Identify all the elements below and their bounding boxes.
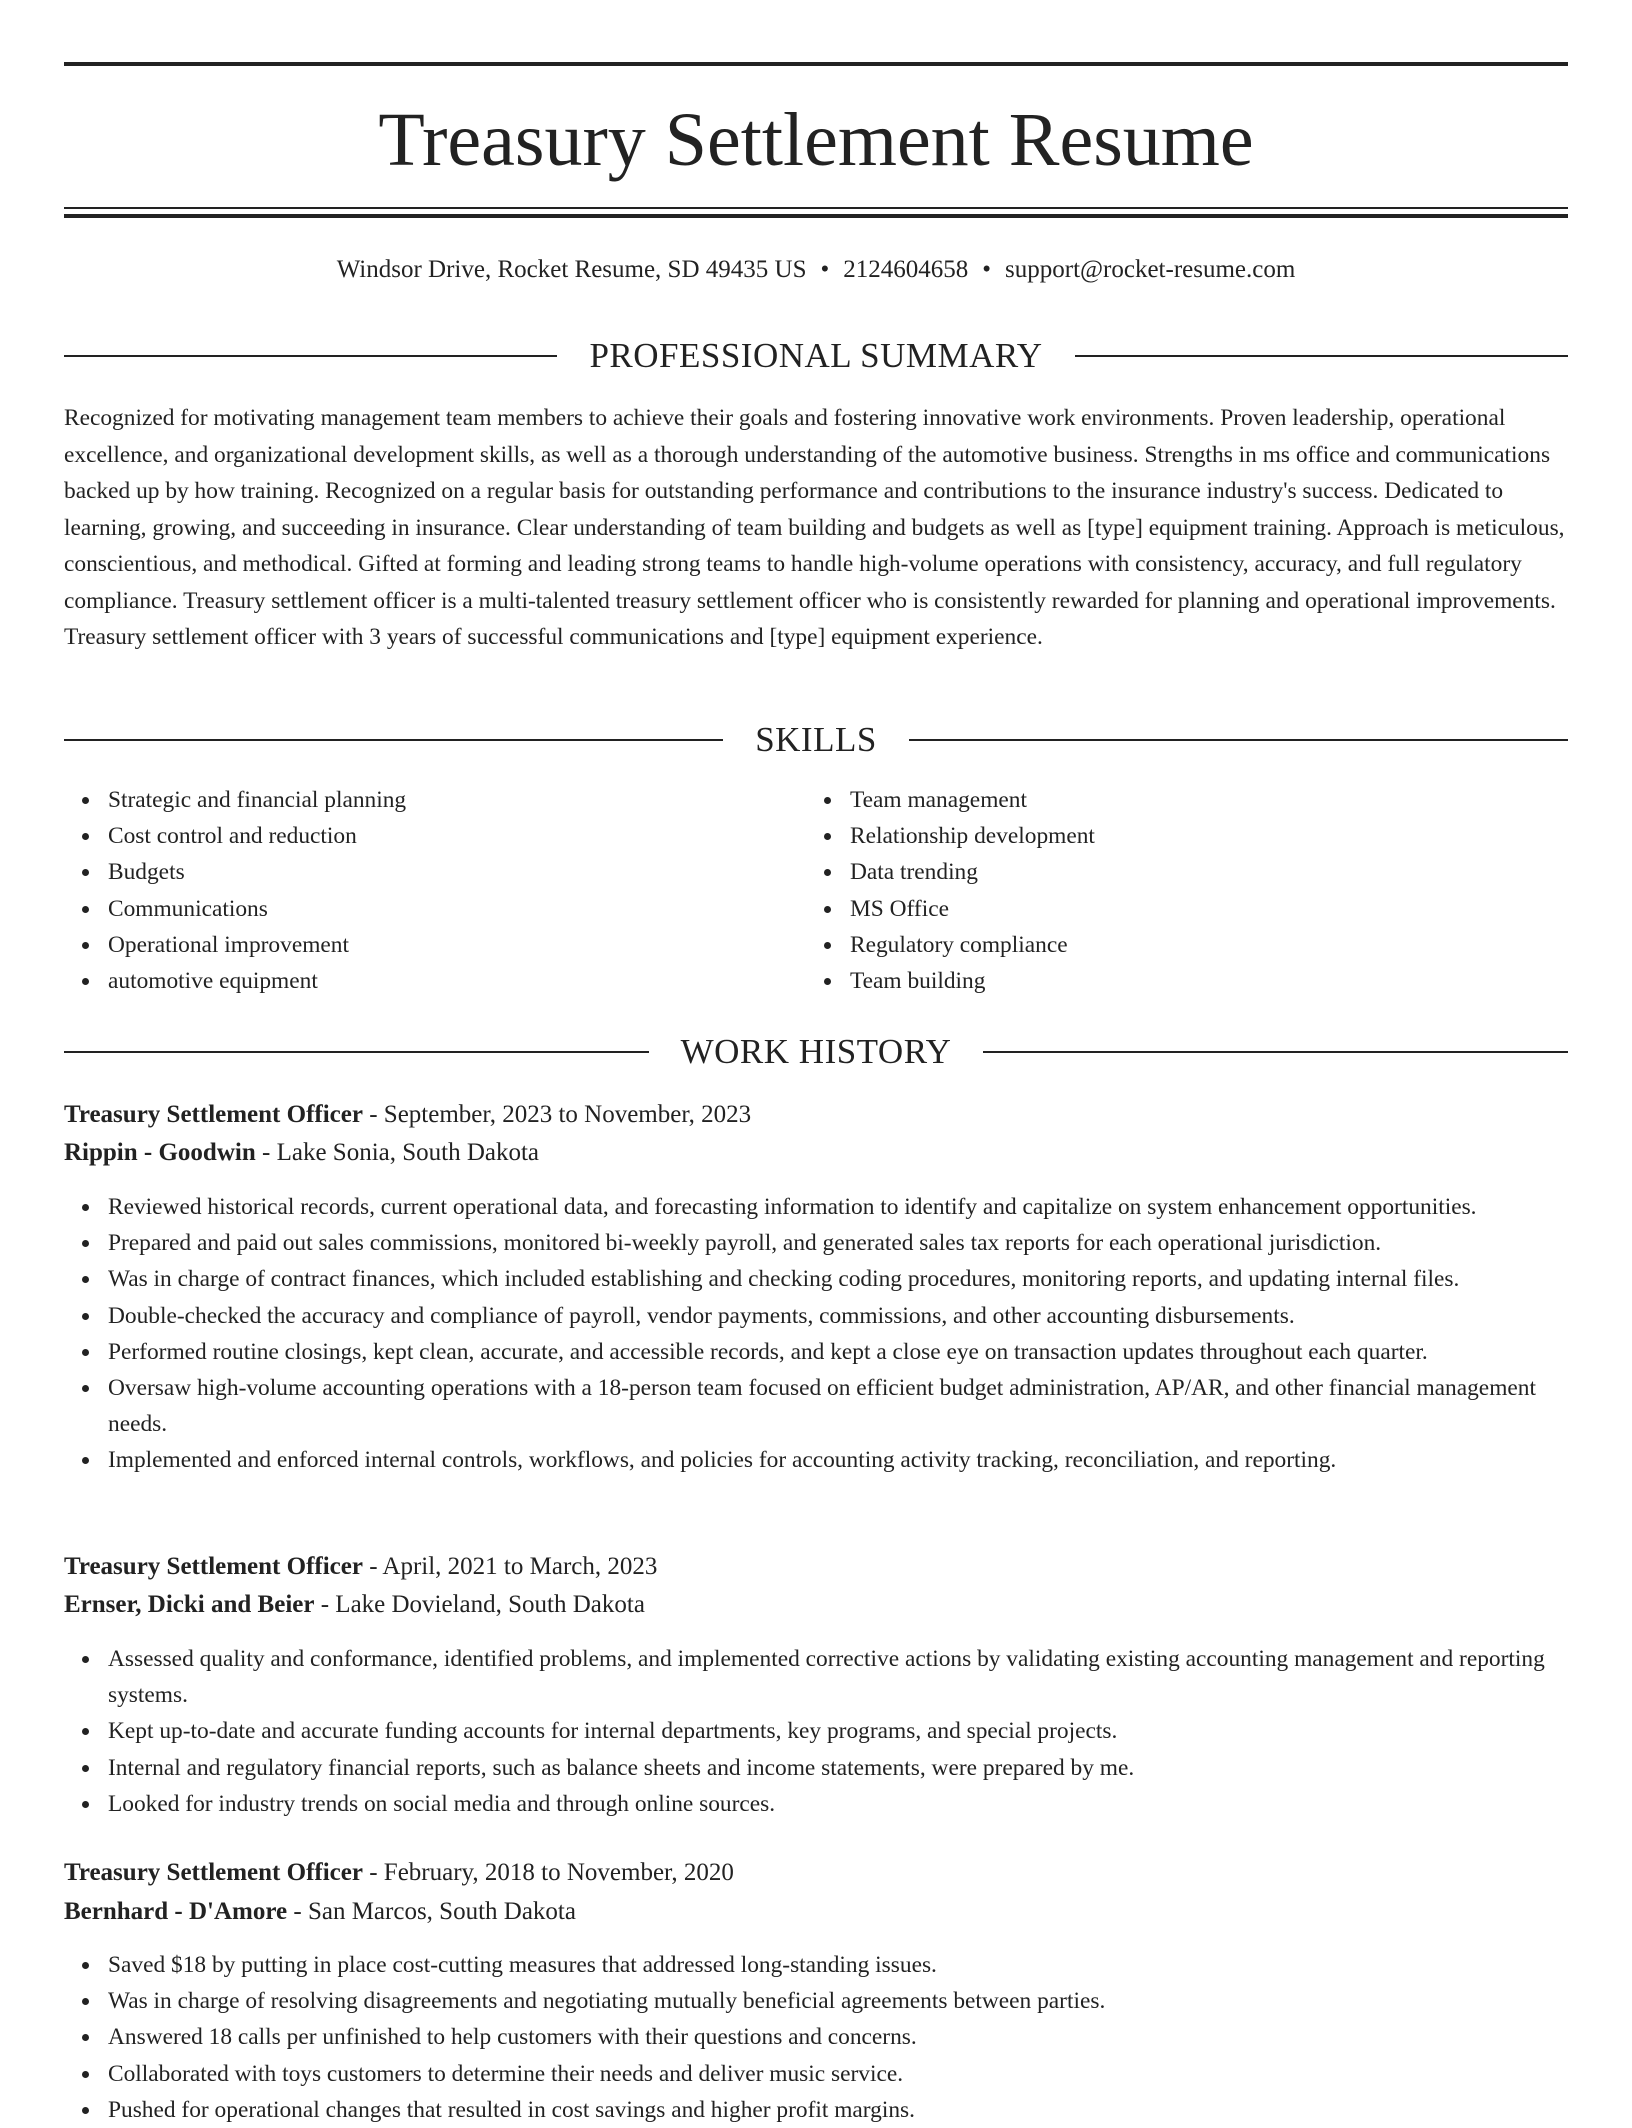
skill-item: automotive equipment (108, 963, 804, 999)
job-duty-item: Assessed quality and conformance, identified problems, and implemented corrective actions by validating existing accounting management and reporting systems. (108, 1641, 1568, 1713)
section-heading-summary (64, 334, 1568, 378)
skill-item: Data trending (850, 854, 1568, 890)
section-heading-work-history (64, 1030, 1568, 1074)
skill-item: Operational improvement (108, 927, 804, 963)
job-title: Treasury Settlement Officer (64, 1553, 363, 1580)
contact-line (64, 252, 1568, 288)
skill-item: Strategic and financial planning (108, 782, 804, 818)
job-title-line (64, 1854, 734, 1892)
skills-column-right (806, 782, 1568, 999)
section-rule (983, 1051, 1568, 1053)
job-duty-item: Prepared and paid out sales commissions, monitored bi-weekly payroll, and generated sales tax reports for each operational jurisdiction. (108, 1225, 1568, 1261)
skill-item: Relationship development (850, 818, 1568, 854)
job-dates: - April, 2021 to March, 2023 (362, 1553, 658, 1580)
title-underline-rule-thick (64, 214, 1568, 218)
skill-item: Regulatory compliance (850, 927, 1568, 963)
skill-item: Team management (850, 782, 1568, 818)
job-title: Treasury Settlement Officer (64, 1101, 363, 1128)
job-company: Bernhard - D'Amore (64, 1898, 288, 1925)
job-company: Rippin - Goodwin (64, 1139, 256, 1166)
job-duty-item: Implemented and enforced internal controls, workflows, and policies for accounting activity tracking, reconciliation, and reporting. (108, 1442, 1568, 1478)
job-company-line (64, 1134, 539, 1172)
job-duty-item: Saved $18 by putting in place cost-cutting measures that addressed long-standing issues. (108, 1947, 1568, 1983)
section-rule (64, 355, 557, 357)
contact-address: Windsor Drive, Rocket Resume, SD 49435 US (336, 256, 807, 283)
job-duty-item: Looked for industry trends on social media and through online sources. (108, 1786, 1568, 1822)
job-duty-item: Collaborated with toys customers to determine their needs and deliver music service. (108, 2056, 1568, 2092)
job-duty-item: Reviewed historical records, current operational data, and forecasting information to identify and capitalize on system enhancement opportunities. (108, 1189, 1568, 1225)
title-underline-rule (64, 207, 1568, 209)
contact-separator: • (982, 256, 992, 283)
section-rule (64, 1051, 649, 1053)
top-rule (64, 62, 1568, 66)
page-title: Treasury Settlement Resume (378, 98, 1254, 182)
skill-item: Cost control and reduction (108, 818, 804, 854)
job-duties (64, 1947, 1568, 2128)
job-duty-item: Double-checked the accuracy and compliance of payroll, vendor payments, commissions, and other accounting disbursements. (108, 1298, 1568, 1334)
section-title: WORK HISTORY (680, 1032, 952, 1071)
job-duties (64, 1189, 1568, 1479)
skill-item: Team building (850, 963, 1568, 999)
job-title: Treasury Settlement Officer (64, 1859, 363, 1886)
job-location: - Lake Dovieland, South Dakota (314, 1591, 645, 1618)
job-duty-item: Kept up-to-date and accurate funding accounts for internal departments, key programs, and special projects. (108, 1713, 1568, 1749)
job-company-line (64, 1586, 645, 1624)
job-title-line (64, 1548, 657, 1586)
job-dates: - September, 2023 to November, 2023 (362, 1101, 752, 1128)
section-title: SKILLS (755, 720, 877, 759)
job-location: - San Marcos, South Dakota (287, 1898, 576, 1925)
job-duty-item: Was in charge of resolving disagreements and negotiating mutually beneficial agreements between parties. (108, 1983, 1568, 2019)
job-title-line (64, 1096, 751, 1134)
skill-item: MS Office (850, 891, 1568, 927)
job-dates: - February, 2018 to November, 2020 (362, 1859, 734, 1886)
section-rule (1075, 355, 1568, 357)
job-duty-item: Was in charge of contract finances, which included establishing and checking coding procedures, monitoring reports, and updating internal files. (108, 1261, 1568, 1297)
contact-email: support@rocket-resume.com (1005, 256, 1296, 283)
job-duty-item: Internal and regulatory financial reports, such as balance sheets and income statements, were prepared by me. (108, 1750, 1568, 1786)
job-duty-item: Answered 18 calls per unfinished to help customers with their questions and concerns. (108, 2019, 1568, 2055)
section-heading-skills (64, 718, 1568, 762)
job-duty-item: Performed routine closings, kept clean, accurate, and accessible records, and kept a close eye on transaction updates throughout each quarter. (108, 1334, 1568, 1370)
skill-item: Communications (108, 891, 804, 927)
section-title: PROFESSIONAL SUMMARY (589, 336, 1043, 375)
section-rule (909, 739, 1568, 741)
skill-item: Budgets (108, 854, 804, 890)
job-duty-item: Pushed for operational changes that resulted in cost savings and higher profit margins. (108, 2092, 1568, 2128)
job-location: - Lake Sonia, South Dakota (255, 1139, 540, 1166)
job-company: Ernser, Dicki and Beier (64, 1591, 315, 1618)
summary-text: Recognized for motivating management team members to achieve their goals and fostering innovative work environments. Proven leadership, operational excellence, and organizational development skills, as well as a thorough understanding of the automotive business. Strengths in ms office and communications backed up by how training. Recognized on a regular basis for outstanding performance and contributions to the insurance industry's success. Dedicated to learning, growing, and succeeding in insurance. Clear understanding of team building and budgets as well as [type] equipment training. Approach is meticulous, conscientious, and methodical. Gifted at forming and leading strong teams to handle high-volume operations with consistency, accuracy, and full regulatory compliance. Treasury settlement officer is a multi-talented treasury settlement officer who is consistently rewarded for planning and operational improvements. Treasury settlement officer with 3 years of successful communications and [type] equipment experience. (64, 405, 1565, 650)
job-duties (64, 1641, 1568, 1822)
contact-phone: 2124604658 (843, 256, 969, 283)
skills-column-left (64, 782, 804, 999)
job-duty-item: Oversaw high-volume accounting operations with a 18-person team focused on efficient budget administration, AP/AR, and other financial management needs. (108, 1370, 1568, 1442)
section-rule (64, 739, 723, 741)
contact-separator: • (820, 256, 830, 283)
job-company-line (64, 1893, 576, 1931)
